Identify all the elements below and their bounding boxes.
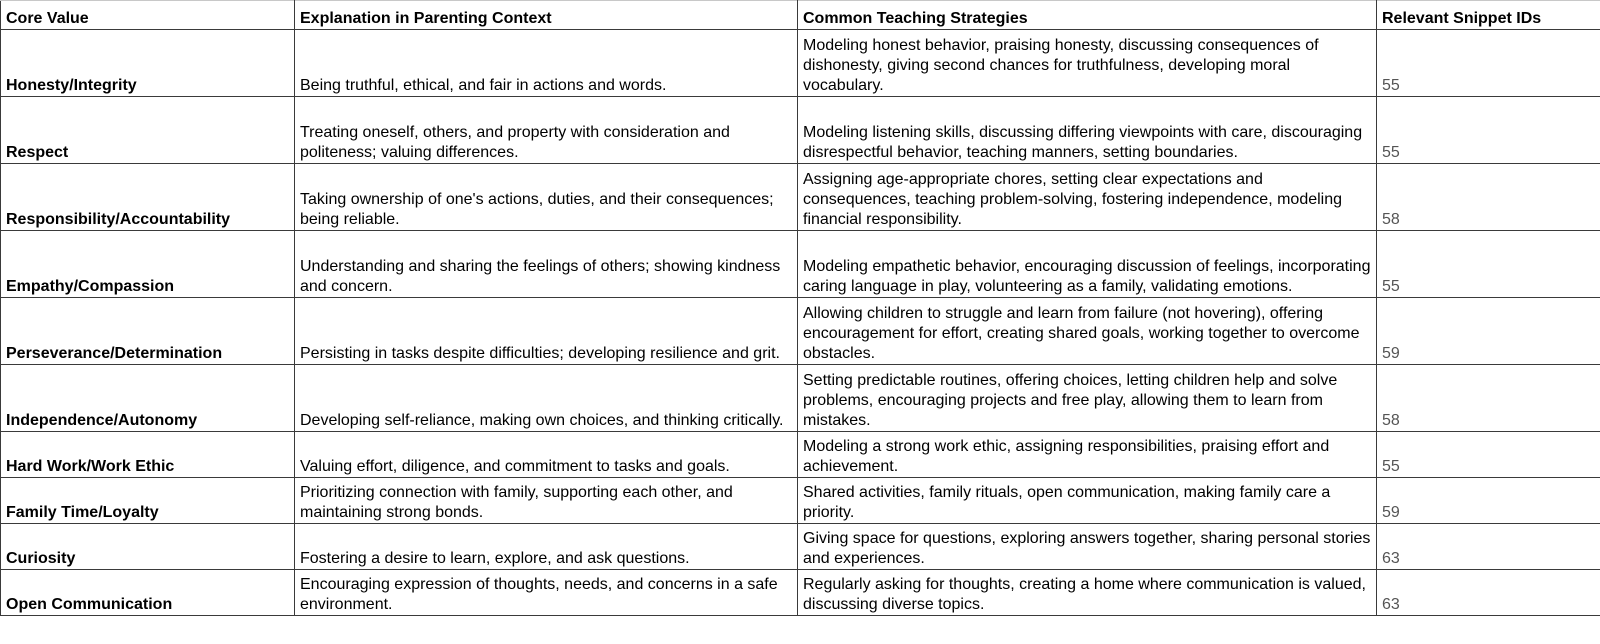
table-row bbox=[1, 478, 1600, 524]
snippet-id-cell[interactable]: 63 bbox=[1377, 524, 1600, 570]
header-row bbox=[1, 1, 1600, 30]
snippet-id-cell[interactable]: 55 bbox=[1377, 432, 1600, 478]
table-row bbox=[1, 298, 1600, 365]
strategies-cell[interactable]: Assigning age-appropriate chores, setting clear expectations and consequences, teaching problem-solving, fostering independence, modeling financial responsibility. bbox=[798, 164, 1377, 231]
strategies-cell[interactable]: Modeling a strong work ethic, assigning responsibilities, praising effort and achievement. bbox=[798, 432, 1377, 478]
core-value-cell[interactable]: Open Communication bbox=[1, 570, 295, 616]
snippet-id-cell[interactable]: 55 bbox=[1377, 231, 1600, 298]
explanation-cell[interactable]: Taking ownership of one's actions, duties, and their consequences; being reliable. bbox=[295, 164, 798, 231]
snippet-id-cell[interactable]: 58 bbox=[1377, 365, 1600, 432]
core-value-cell[interactable]: Empathy/Compassion bbox=[1, 231, 295, 298]
core-value-cell[interactable]: Perseverance/Determination bbox=[1, 298, 295, 365]
explanation-cell[interactable]: Persisting in tasks despite difficulties; developing resilience and grit. bbox=[295, 298, 798, 365]
core-value-cell[interactable]: Curiosity bbox=[1, 524, 295, 570]
table-row bbox=[1, 365, 1600, 432]
explanation-cell[interactable]: Developing self-reliance, making own choices, and thinking critically. bbox=[295, 365, 798, 432]
explanation-cell[interactable]: Treating oneself, others, and property with consideration and politeness; valuing differences. bbox=[295, 97, 798, 164]
snippet-id-cell[interactable]: 63 bbox=[1377, 570, 1600, 616]
table-row bbox=[1, 231, 1600, 298]
strategies-cell[interactable]: Modeling honest behavior, praising honesty, discussing consequences of dishonesty, giving second chances for truthfulness, developing moral vocabulary. bbox=[798, 30, 1377, 97]
header-cell-strategies[interactable]: Common Teaching Strategies bbox=[798, 1, 1377, 30]
table-row bbox=[1, 432, 1600, 478]
core-value-cell[interactable]: Hard Work/Work Ethic bbox=[1, 432, 295, 478]
strategies-cell[interactable]: Modeling empathetic behavior, encouraging discussion of feelings, incorporating caring language in play, volunteering as a family, validating emotions. bbox=[798, 231, 1377, 298]
snippet-id-cell[interactable]: 58 bbox=[1377, 164, 1600, 231]
snippet-id-cell[interactable]: 59 bbox=[1377, 478, 1600, 524]
explanation-cell[interactable]: Being truthful, ethical, and fair in actions and words. bbox=[295, 30, 798, 97]
header-cell-snippet-ids[interactable]: Relevant Snippet IDs bbox=[1377, 1, 1600, 30]
strategies-cell[interactable]: Setting predictable routines, offering choices, letting children help and solve problems, encouraging projects and free play, allowing them to learn from mistakes. bbox=[798, 365, 1377, 432]
explanation-cell[interactable]: Fostering a desire to learn, explore, and ask questions. bbox=[295, 524, 798, 570]
table-row bbox=[1, 164, 1600, 231]
strategies-cell[interactable]: Shared activities, family rituals, open communication, making family care a priority. bbox=[798, 478, 1377, 524]
strategies-cell[interactable]: Regularly asking for thoughts, creating a home where communication is valued, discussing diverse topics. bbox=[798, 570, 1377, 616]
explanation-cell[interactable]: Prioritizing connection with family, supporting each other, and maintaining strong bonds. bbox=[295, 478, 798, 524]
snippet-id-cell[interactable]: 59 bbox=[1377, 298, 1600, 365]
table-row bbox=[1, 524, 1600, 570]
header-cell-explanation[interactable]: Explanation in Parenting Context bbox=[295, 1, 798, 30]
table-row bbox=[1, 97, 1600, 164]
core-value-cell[interactable]: Family Time/Loyalty bbox=[1, 478, 295, 524]
header-cell-core-value[interactable]: Core Value bbox=[1, 1, 295, 30]
snippet-id-cell[interactable]: 55 bbox=[1377, 97, 1600, 164]
strategies-cell[interactable]: Modeling listening skills, discussing differing viewpoints with care, discouraging disrespectful behavior, teaching manners, setting boundaries. bbox=[798, 97, 1377, 164]
strategies-cell[interactable]: Giving space for questions, exploring answers together, sharing personal stories and experiences. bbox=[798, 524, 1377, 570]
explanation-cell[interactable]: Understanding and sharing the feelings of others; showing kindness and concern. bbox=[295, 231, 798, 298]
table-row bbox=[1, 570, 1600, 616]
strategies-cell[interactable]: Allowing children to struggle and learn from failure (not hovering), offering encouragement for effort, creating shared goals, working together to overcome obstacles. bbox=[798, 298, 1377, 365]
core-value-cell[interactable]: Responsibility/Accountability bbox=[1, 164, 295, 231]
core-value-cell[interactable]: Honesty/Integrity bbox=[1, 30, 295, 97]
table-row bbox=[1, 30, 1600, 97]
explanation-cell[interactable]: Encouraging expression of thoughts, needs, and concerns in a safe environment. bbox=[295, 570, 798, 616]
core-value-cell[interactable]: Respect bbox=[1, 97, 295, 164]
explanation-cell[interactable]: Valuing effort, diligence, and commitment to tasks and goals. bbox=[295, 432, 798, 478]
snippet-id-cell[interactable]: 55 bbox=[1377, 30, 1600, 97]
core-value-cell[interactable]: Independence/Autonomy bbox=[1, 365, 295, 432]
